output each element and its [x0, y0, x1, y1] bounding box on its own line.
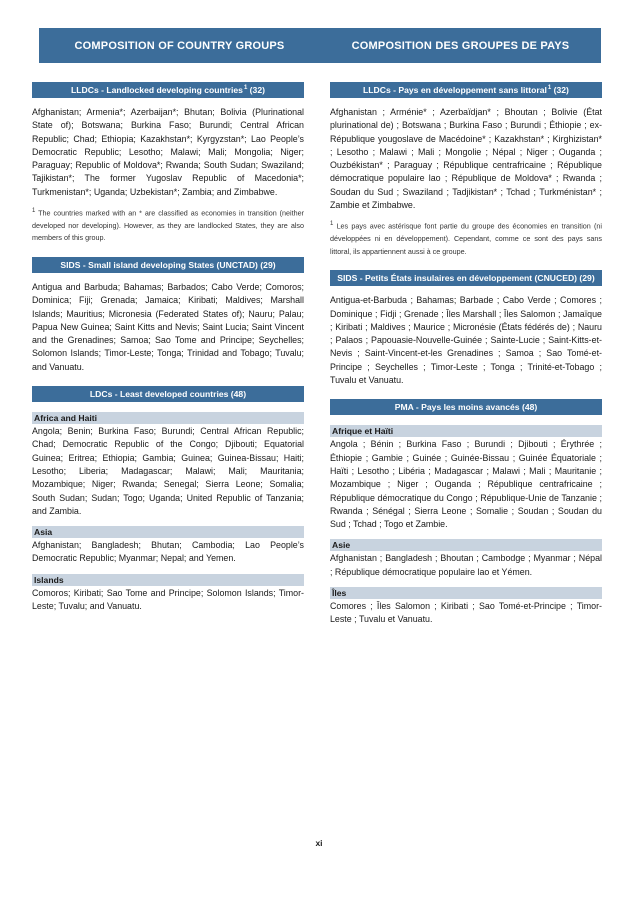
ldc-islands-subheader: Islands — [32, 574, 304, 586]
ldc-africa-subheader: Africa and Haiti — [32, 412, 304, 424]
english-column — [32, 82, 304, 613]
english-page-title: COMPOSITION OF COUNTRY GROUPS — [74, 39, 285, 52]
page-number: xi — [315, 838, 323, 848]
lldc-footnote — [32, 205, 304, 245]
ldc-islands-list: Comoros; Kiribati; Sao Tome and Principe; Solomon Islands; Timor-Leste; Tuvalu; and Vanuatu. — [32, 587, 304, 612]
pma-africa-list: Angola ; Bénin ; Burkina Faso ; Burundi ; Djibouti ; Érythrée ; Éthiopie ; Gambie ; Guinée ; Guinée-Bissau ; Guinée Équatoriale ; Haïti ; Lesotho ; Libéria ; Madagascar ; Malawi ; Mali ; Mauritanie ; Mozambique ; Niger ; Ouganda ; République centrafricaine ; République démocratique du Congo ; République-Unie de Tanzanie ; Rwanda ; Sénégal ; Sierra Leone ; Somalie ; Soudan ; Soudan du Sud ; Tchad ; Togo et Zambie. — [330, 439, 602, 530]
pma-islands-list: Comores ; Îles Salomon ; Kiribati ; Sao Tomé-et-Principe ; Timor-Leste ; Tuvalu et Vanuatu. — [330, 601, 602, 625]
sids-title: SIDS - Small island developing States (UNCTAD) (29) — [60, 259, 276, 270]
lldc-fr-footnote — [330, 218, 602, 258]
lldc-footnote-text: The countries marked with an * are classified as economies in transition (neither developed nor developing). However, as they are landlocked States, they are also members of this group. — [32, 208, 305, 243]
pma-section-header — [330, 399, 602, 415]
lldc-count: (32) — [249, 85, 265, 95]
ldc-asia-subheader: Asia — [32, 526, 304, 538]
french-column — [330, 82, 602, 627]
lldc-section-header — [32, 82, 304, 98]
pma-islands-subheader: Îles — [330, 587, 602, 599]
ldc-asia-list: Afghanistan; Bangladesh; Bhutan; Cambodia; Lao People’s Democratic Republic; Myanmar; Nepal; and Yemen. — [32, 540, 304, 564]
sids-fr-section-header — [330, 270, 602, 286]
lldc-country-list: Afghanistan; Armenia*; Azerbaijan*; Bhutan; Bolivia (Plurinational State of); Botswana; Burkina Faso; Burundi; Central African Republic; Chad; Ethiopia; Kazakhstan*; Kyrgyzstan*; Lao People’s Democratic Republic; Lesotho; Malawi; Mali; Mongolia; Niger; Paraguay; Republic of Moldova*; Rwanda; South Sudan; Swaziland; Tajikistan*; The former Yugoslav Republic of Macedonia*; Turkmenistan*; Uganda; Uzbekistan*; Zambia; and Zimbabwe. — [32, 107, 304, 197]
lldc-fr-count: (32) — [553, 85, 569, 95]
ldc-title: LDCs - Least developed countries (48) — [89, 389, 247, 400]
lldc-fr-title: LLDCs - Pays en développement sans littoral — [363, 85, 547, 95]
lldc-fr-footnote-number: 1 — [330, 221, 334, 228]
lldc-footnote-marker: 1 — [243, 85, 248, 91]
lldc-title: LLDCs - Landlocked developing countries — [71, 85, 243, 95]
sids-fr-country-list: Antigua-et-Barbuda ; Bahamas; Barbade ; Cabo Verde ; Comores ; Dominique ; Fidji ; Grenade ; Îles Marshall ; Îles Salomon ; Jamaïque ; Kiribati ; Maldives ; Maurice ; Micronésie (États fédérés de) ; Nauru ; Palaos ; Papouasie-Nouvelle-Guinée ; Sainte-Lucie ; Saint-Kitts-et-Nevis ; Saint-Vincent-et-les Grenadines ; Samoa ; Sao Tomé-et-Principe ; Seychelles ; Timor-Leste ; Tonga ; Trinité-et-Tobago ; Tuvalu et Vanuatu. — [330, 295, 602, 386]
pma-asia-list: Afghanistan ; Bangladesh ; Bhoutan ; Cambodge ; Myanmar ; Népal ; République démocratique populaire lao et Yémen. — [330, 553, 602, 577]
sids-fr-title: SIDS - Petits États insulaires en développement (CNUCED) (29) — [337, 273, 595, 284]
pma-asia-subheader: Asie — [330, 539, 602, 551]
pma-africa-subheader: Afrique et Haïti — [330, 425, 602, 437]
lldc-fr-section-header — [330, 82, 602, 98]
sids-country-list: Antigua and Barbuda; Bahamas; Barbados; Cabo Verde; Comoros; Dominica; Fiji; Grenada; Jamaica; Kiribati; Maldives; Marshall Islands; Mauritius; Micronesia (Federated States of); Nauru; Palau; Papua New Guinea; Saint Kitts and Nevis; Saint Lucia; Saint Vincent and the Grenadines; Samoa; Sao Tome and Principe; Seychelles; Solomon Islands; Timor-Leste; Tonga; Trinidad and Tobago; Tuvalu; and Vanuatu. — [32, 281, 304, 372]
lldc-fr-country-list: Afghanistan ; Arménie* ; Azerbaïdjan* ; Bhoutan ; Bolivie (État plurinational de) ; Botswana ; Burkina Faso ; Burundi ; Éthiopie ; ex-République yougoslave de Macédoine* ; Kazakhstan* ; Kirghizistan* ; Lesotho ; Malawi ; Mali ; Mongolie ; Népal ; Niger ; Ouganda ; Ouzbékistan* ; Paraguay ; République centrafricaine ; République démocratique populaire lao ; République de Moldova* ; Rwanda ; Soudan du Sud ; Swaziland ; Tadjikistan* ; Tchad ; Turkménistan* ; Zambie et Zimbabwe. — [330, 107, 602, 211]
french-page-title: COMPOSITION DES GROUPES DE PAYS — [351, 39, 570, 52]
lldc-fr-footnote-marker: 1 — [547, 85, 552, 91]
ldc-section-header — [32, 386, 304, 402]
lldc-footnote-number: 1 — [32, 208, 36, 215]
ldc-africa-list: Angola; Benin; Burkina Faso; Burundi; Central African Republic; Chad; Democratic Republic of the Congo; Djibouti; Equatorial Guinea; Eritrea; Ethiopia; Gambia; Guinea; Guinea-Bissau; Haiti; Lesotho; Liberia; Madagascar; Malawi; Mali; Mauritania; Mozambique; Niger; Rwanda; Senegal; Sierra Leone; Somalia; South Sudan; Sudan; Togo; Uganda; United Republic of Tanzania; and Zambia. — [32, 426, 304, 516]
page-header-bar — [39, 28, 601, 63]
pma-title: PMA - Pays les moins avancés (48) — [394, 402, 538, 413]
lldc-fr-footnote-text: Les pays avec astérisque font partie du groupe des économies en transition (ni développées ni en développement). Cependant, comme ce sont des pays sans littoral, ils appartiennent aussi à ce groupe. — [330, 221, 602, 256]
sids-section-header — [32, 257, 304, 273]
